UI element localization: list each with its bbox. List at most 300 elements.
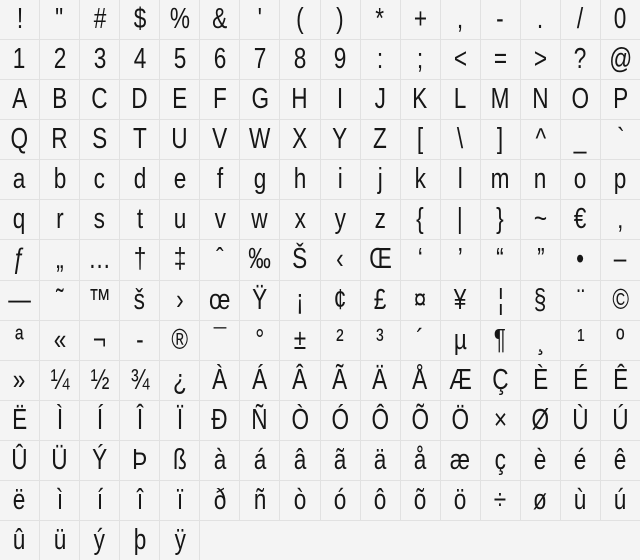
glyph: ñ <box>253 483 267 516</box>
glyph-cell[interactable] <box>120 401 159 440</box>
glyph: ì <box>56 483 63 516</box>
glyph-cell[interactable] <box>240 0 279 39</box>
glyph-cell[interactable] <box>521 160 560 199</box>
glyph: = <box>493 43 507 76</box>
glyph-cell[interactable] <box>200 120 239 159</box>
glyph: à <box>213 443 227 476</box>
glyph: U <box>171 123 188 156</box>
glyph-cell[interactable] <box>601 200 640 239</box>
glyph: ¦ <box>497 283 504 316</box>
glyph: ˆ <box>216 243 224 276</box>
glyph-cell[interactable] <box>280 441 319 480</box>
glyph-cell[interactable] <box>561 441 600 480</box>
glyph-cell[interactable] <box>481 401 520 440</box>
glyph-cell[interactable] <box>481 240 520 279</box>
glyph-cell[interactable] <box>280 481 319 520</box>
glyph: ~ <box>533 203 547 236</box>
glyph-cell[interactable] <box>601 441 640 480</box>
glyph-cell[interactable] <box>481 481 520 520</box>
glyph-cell[interactable] <box>561 200 600 239</box>
glyph: ƒ <box>13 243 26 276</box>
glyph-cell[interactable] <box>321 281 360 320</box>
glyph-cell[interactable] <box>120 160 159 199</box>
glyph-cell[interactable] <box>521 0 560 39</box>
glyph: 1 <box>13 43 26 76</box>
glyph-cell[interactable] <box>160 521 199 560</box>
glyph-cell[interactable] <box>361 200 400 239</box>
glyph-cell[interactable] <box>280 0 319 39</box>
glyph: B <box>52 83 68 116</box>
glyph: v <box>214 203 226 236</box>
glyph-cell[interactable] <box>40 120 79 159</box>
glyph-cell[interactable] <box>200 321 239 360</box>
glyph-cell[interactable] <box>120 240 159 279</box>
glyph-cell[interactable] <box>0 321 39 360</box>
glyph: À <box>212 363 228 396</box>
glyph-cell[interactable] <box>240 361 279 400</box>
glyph-cell[interactable] <box>160 281 199 320</box>
glyph-cell[interactable] <box>240 321 279 360</box>
glyph-cell[interactable] <box>280 240 319 279</box>
glyph-cell[interactable] <box>441 200 480 239</box>
glyph-cell[interactable] <box>561 481 600 520</box>
glyph-cell[interactable] <box>80 160 119 199</box>
glyph-cell[interactable] <box>80 481 119 520</box>
glyph: ( <box>296 3 304 36</box>
glyph: Ù <box>572 403 589 436</box>
glyph-cell[interactable] <box>40 441 79 480</box>
glyph-cell[interactable] <box>521 321 560 360</box>
glyph-cell[interactable] <box>441 361 480 400</box>
glyph-cell[interactable] <box>361 0 400 39</box>
glyph: ´ <box>416 323 424 356</box>
glyph-cell[interactable] <box>240 160 279 199</box>
glyph-cell[interactable] <box>521 281 560 320</box>
glyph: ¶ <box>494 323 507 356</box>
glyph-cell[interactable] <box>561 40 600 79</box>
glyph: Ì <box>56 403 63 436</box>
glyph-cell[interactable] <box>481 0 520 39</box>
glyph-cell[interactable] <box>401 160 440 199</box>
glyph-cell[interactable] <box>361 40 400 79</box>
glyph-cell[interactable] <box>321 40 360 79</box>
glyph-cell[interactable] <box>481 80 520 119</box>
glyph-cell[interactable] <box>160 321 199 360</box>
glyph-cell[interactable] <box>521 481 560 520</box>
glyph-cell[interactable] <box>160 441 199 480</box>
glyph-cell[interactable] <box>401 80 440 119</box>
glyph-cell[interactable] <box>361 481 400 520</box>
glyph-cell[interactable] <box>481 361 520 400</box>
glyph-cell[interactable] <box>441 281 480 320</box>
glyph-cell[interactable] <box>521 361 560 400</box>
glyph: E <box>172 83 188 116</box>
glyph-cell[interactable] <box>321 240 360 279</box>
glyph-cell[interactable] <box>80 120 119 159</box>
glyph: V <box>212 123 228 156</box>
glyph-cell[interactable] <box>561 120 600 159</box>
glyph-cell[interactable] <box>40 80 79 119</box>
glyph-cell[interactable] <box>441 240 480 279</box>
glyph-cell[interactable] <box>200 361 239 400</box>
glyph: ¨ <box>576 283 585 316</box>
glyph-cell[interactable] <box>240 40 279 79</box>
glyph: : <box>376 43 384 76</box>
glyph-cell[interactable] <box>361 240 400 279</box>
glyph-cell[interactable] <box>401 441 440 480</box>
glyph-cell[interactable] <box>521 40 560 79</box>
glyph-cell[interactable] <box>280 401 319 440</box>
glyph-cell[interactable] <box>321 80 360 119</box>
glyph: k <box>414 163 426 196</box>
glyph-cell[interactable] <box>481 281 520 320</box>
glyph: – <box>614 243 627 276</box>
glyph: 0 <box>614 3 627 36</box>
glyph-cell[interactable] <box>80 321 119 360</box>
glyph-cell[interactable] <box>521 401 560 440</box>
glyph-cell[interactable] <box>120 441 159 480</box>
glyph-cell[interactable] <box>401 361 440 400</box>
glyph-cell[interactable] <box>120 200 159 239</box>
glyph-cell[interactable] <box>120 481 159 520</box>
glyph-cell[interactable] <box>441 160 480 199</box>
glyph: * <box>375 3 385 36</box>
glyph-cell[interactable] <box>361 160 400 199</box>
glyph-cell[interactable] <box>160 200 199 239</box>
glyph: ù <box>574 483 587 516</box>
glyph-cell[interactable] <box>120 0 159 39</box>
glyph-cell[interactable] <box>401 40 440 79</box>
glyph-cell[interactable] <box>80 40 119 79</box>
glyph-cell[interactable] <box>441 321 480 360</box>
glyph-cell[interactable] <box>200 0 239 39</box>
glyph-cell[interactable] <box>200 80 239 119</box>
glyph-cell[interactable] <box>80 200 119 239</box>
glyph: õ <box>413 483 427 516</box>
glyph-cell[interactable] <box>0 120 39 159</box>
glyph-cell[interactable] <box>441 40 480 79</box>
glyph: $ <box>133 3 147 36</box>
glyph-cell[interactable] <box>280 120 319 159</box>
glyph-cell[interactable] <box>240 80 279 119</box>
glyph-cell[interactable] <box>521 200 560 239</box>
glyph-cell[interactable] <box>40 240 79 279</box>
glyph: ‰ <box>248 243 272 276</box>
glyph: ® <box>171 323 189 356</box>
glyph: Á <box>252 363 268 396</box>
glyph: Ð <box>211 403 229 436</box>
glyph: ™ <box>88 283 111 316</box>
glyph: y <box>334 203 346 236</box>
glyph-cell[interactable] <box>561 0 600 39</box>
glyph-cell[interactable] <box>441 0 480 39</box>
glyph-cell[interactable] <box>80 401 119 440</box>
glyph-cell[interactable] <box>240 240 279 279</box>
glyph-cell[interactable] <box>321 441 360 480</box>
glyph-cell[interactable] <box>521 80 560 119</box>
glyph-cell[interactable] <box>561 80 600 119</box>
glyph-cell[interactable] <box>321 0 360 39</box>
glyph-cell[interactable] <box>240 441 279 480</box>
glyph-cell[interactable] <box>120 120 159 159</box>
glyph-cell[interactable] <box>401 281 440 320</box>
glyph: ` <box>616 123 625 156</box>
glyph-cell[interactable] <box>481 40 520 79</box>
glyph-cell[interactable] <box>280 321 319 360</box>
glyph-cell[interactable] <box>40 481 79 520</box>
glyph: ‡ <box>173 243 187 276</box>
glyph-cell[interactable] <box>401 0 440 39</box>
glyph-cell[interactable] <box>80 281 119 320</box>
glyph-cell[interactable] <box>321 321 360 360</box>
glyph-cell[interactable] <box>401 481 440 520</box>
glyph-cell[interactable] <box>240 481 279 520</box>
glyph: s <box>94 203 106 236</box>
glyph-cell[interactable] <box>120 281 159 320</box>
glyph-cell[interactable] <box>361 441 400 480</box>
glyph-cell[interactable] <box>601 240 640 279</box>
glyph-cell[interactable] <box>0 441 39 480</box>
glyph: œ <box>209 283 231 316</box>
glyph: í <box>96 483 103 516</box>
glyph-cell[interactable] <box>361 120 400 159</box>
glyph: { <box>416 203 424 236</box>
glyph-cell[interactable] <box>80 80 119 119</box>
glyph-cell[interactable] <box>441 80 480 119</box>
glyph: I <box>336 83 344 116</box>
glyph-cell[interactable] <box>481 200 520 239</box>
glyph: ¹ <box>576 323 585 356</box>
glyph: Q <box>10 123 29 156</box>
glyph-cell[interactable] <box>561 401 600 440</box>
glyph-cell[interactable] <box>160 160 199 199</box>
glyph: Œ <box>368 243 392 276</box>
glyph: Ê <box>612 363 629 396</box>
glyph-cell[interactable] <box>280 160 319 199</box>
glyph-cell[interactable] <box>481 321 520 360</box>
glyph-cell[interactable] <box>40 361 79 400</box>
glyph: % <box>169 3 190 36</box>
glyph-cell[interactable] <box>200 401 239 440</box>
glyph: i <box>337 163 343 196</box>
glyph: “ <box>496 243 505 276</box>
glyph: € <box>574 203 587 236</box>
glyph-cell[interactable] <box>240 200 279 239</box>
glyph-cell[interactable] <box>160 120 199 159</box>
glyph: ¿ <box>172 363 187 396</box>
glyph-cell[interactable] <box>601 281 640 320</box>
glyph: Ü <box>51 443 68 476</box>
glyph-cell[interactable] <box>240 281 279 320</box>
empty-area <box>200 521 640 560</box>
glyph-cell[interactable] <box>321 401 360 440</box>
glyph-cell[interactable] <box>200 160 239 199</box>
glyph-cell[interactable] <box>601 321 640 360</box>
glyph-cell[interactable] <box>321 160 360 199</box>
glyph-cell[interactable] <box>0 481 39 520</box>
glyph-cell[interactable] <box>280 80 319 119</box>
glyph: ª <box>15 323 24 356</box>
glyph-cell[interactable] <box>601 160 640 199</box>
glyph-cell[interactable] <box>80 240 119 279</box>
glyph-cell[interactable] <box>401 200 440 239</box>
glyph-cell[interactable] <box>361 401 400 440</box>
glyph: ÿ <box>174 523 186 556</box>
glyph-cell[interactable] <box>561 321 600 360</box>
glyph: Û <box>11 443 28 476</box>
glyph: › <box>176 283 184 316</box>
glyph: \ <box>457 123 464 156</box>
glyph-cell[interactable] <box>280 281 319 320</box>
glyph-cell[interactable] <box>40 40 79 79</box>
glyph-cell[interactable] <box>401 120 440 159</box>
glyph-cell[interactable] <box>40 521 79 560</box>
glyph-cell[interactable] <box>321 361 360 400</box>
glyph-cell[interactable] <box>0 80 39 119</box>
glyph-cell[interactable] <box>361 281 400 320</box>
glyph-cell[interactable] <box>561 361 600 400</box>
glyph: » <box>13 363 26 396</box>
glyph-cell[interactable] <box>0 240 39 279</box>
glyph: â <box>293 443 307 476</box>
glyph: È <box>532 363 548 396</box>
glyph-cell[interactable] <box>521 441 560 480</box>
glyph-cell[interactable] <box>0 521 39 560</box>
glyph-cell[interactable] <box>521 120 560 159</box>
glyph-cell[interactable] <box>160 0 199 39</box>
glyph: ¤ <box>413 283 427 316</box>
glyph-cell[interactable] <box>120 521 159 560</box>
glyph-cell[interactable] <box>160 40 199 79</box>
glyph-cell[interactable] <box>200 481 239 520</box>
glyph: l <box>457 163 463 196</box>
glyph-cell[interactable] <box>160 80 199 119</box>
glyph: ! <box>16 3 23 36</box>
glyph: Ö <box>451 403 470 436</box>
glyph-cell[interactable] <box>601 40 640 79</box>
glyph-cell[interactable] <box>80 361 119 400</box>
glyph: ² <box>336 323 344 356</box>
glyph-cell[interactable] <box>321 120 360 159</box>
glyph: A <box>11 83 28 116</box>
glyph: î <box>136 483 143 516</box>
glyph: o <box>574 163 587 196</box>
glyph-cell[interactable] <box>0 160 39 199</box>
glyph-cell[interactable] <box>601 0 640 39</box>
glyph-cell[interactable] <box>401 321 440 360</box>
glyph-cell[interactable] <box>0 281 39 320</box>
glyph-cell[interactable] <box>0 0 39 39</box>
glyph-cell[interactable] <box>601 120 640 159</box>
glyph-cell[interactable] <box>0 361 39 400</box>
glyph-cell[interactable] <box>200 240 239 279</box>
glyph: ) <box>336 3 344 36</box>
glyph-cell[interactable] <box>561 240 600 279</box>
glyph: … <box>88 243 111 276</box>
glyph-cell[interactable] <box>481 160 520 199</box>
glyph-cell[interactable] <box>40 321 79 360</box>
glyph-cell[interactable] <box>361 321 400 360</box>
glyph: F <box>212 83 227 116</box>
glyph-cell[interactable] <box>200 281 239 320</box>
glyph: S <box>92 123 108 156</box>
glyph-cell[interactable] <box>481 120 520 159</box>
glyph-cell[interactable] <box>0 200 39 239</box>
glyph-cell[interactable] <box>80 521 119 560</box>
glyph-cell[interactable] <box>481 441 520 480</box>
glyph-cell[interactable] <box>240 120 279 159</box>
glyph-cell[interactable] <box>0 40 39 79</box>
glyph-cell[interactable] <box>361 361 400 400</box>
glyph: ä <box>373 443 387 476</box>
glyph-cell[interactable] <box>240 401 279 440</box>
glyph-cell[interactable] <box>601 401 640 440</box>
glyph: „ <box>55 243 64 276</box>
glyph-cell[interactable] <box>601 80 640 119</box>
glyph-cell[interactable] <box>601 361 640 400</box>
glyph-cell[interactable] <box>120 80 159 119</box>
glyph-cell[interactable] <box>200 441 239 480</box>
glyph-cell[interactable] <box>160 401 199 440</box>
glyph-cell[interactable] <box>441 120 480 159</box>
glyph-cell[interactable] <box>40 0 79 39</box>
glyph-cell[interactable] <box>441 441 480 480</box>
glyph-cell[interactable] <box>441 481 480 520</box>
glyph-cell[interactable] <box>521 240 560 279</box>
glyph: © <box>612 283 629 316</box>
glyph-cell[interactable] <box>561 281 600 320</box>
glyph: ö <box>453 483 467 516</box>
glyph-cell[interactable] <box>441 401 480 440</box>
glyph-cell[interactable] <box>280 200 319 239</box>
glyph: • <box>576 243 585 276</box>
glyph-cell[interactable] <box>80 441 119 480</box>
glyph-cell[interactable] <box>401 401 440 440</box>
glyph-cell[interactable] <box>280 40 319 79</box>
glyph: t <box>136 203 143 236</box>
glyph-cell[interactable] <box>200 40 239 79</box>
glyph-cell[interactable] <box>280 361 319 400</box>
glyph-cell[interactable] <box>601 481 640 520</box>
glyph-cell[interactable] <box>40 281 79 320</box>
glyph: O <box>571 83 590 116</box>
glyph: W <box>249 123 271 156</box>
glyph-cell[interactable] <box>120 40 159 79</box>
glyph-cell[interactable] <box>40 160 79 199</box>
glyph-cell[interactable] <box>361 80 400 119</box>
glyph: K <box>412 83 428 116</box>
glyph-cell[interactable] <box>120 321 159 360</box>
glyph: n <box>534 163 547 196</box>
glyph-cell[interactable] <box>120 361 159 400</box>
glyph-cell[interactable] <box>160 361 199 400</box>
glyph-cell[interactable] <box>200 200 239 239</box>
glyph-cell[interactable] <box>160 240 199 279</box>
glyph: Ï <box>176 403 183 436</box>
glyph-cell[interactable] <box>160 481 199 520</box>
glyph-cell[interactable] <box>40 200 79 239</box>
glyph-cell[interactable] <box>321 200 360 239</box>
glyph: . <box>537 3 544 36</box>
glyph-cell[interactable] <box>40 401 79 440</box>
glyph: š <box>134 283 146 316</box>
glyph-cell[interactable] <box>321 481 360 520</box>
glyph: Å <box>412 363 428 396</box>
glyph-cell[interactable] <box>0 401 39 440</box>
glyph-cell[interactable] <box>401 240 440 279</box>
glyph-cell[interactable] <box>80 0 119 39</box>
glyph-cell[interactable] <box>561 160 600 199</box>
